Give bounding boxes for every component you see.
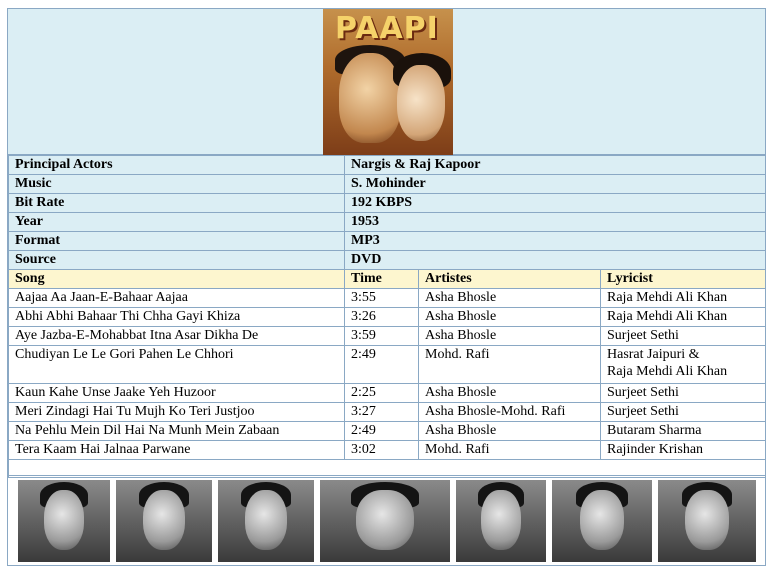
info-label: Music	[9, 175, 345, 194]
song-row	[9, 327, 766, 346]
song-lyricist: Surjeet Sethi	[601, 327, 766, 346]
movie-poster-image	[323, 9, 453, 155]
info-label: Year	[9, 213, 345, 232]
info-value: DVD	[345, 251, 766, 270]
info-label: Principal Actors	[9, 156, 345, 175]
song-lyricist: Raja Mehdi Ali Khan	[601, 289, 766, 308]
song-row	[9, 384, 766, 403]
header-lyricist: Lyricist	[601, 270, 766, 289]
song-title: Meri Zindagi Hai Tu Mujh Ko Teri Justjoo	[9, 403, 345, 422]
song-row	[9, 422, 766, 441]
song-artistes: Asha Bhosle-Mohd. Rafi	[419, 403, 601, 422]
song-title: Na Pehlu Mein Dil Hai Na Munh Mein Zabaan	[9, 422, 345, 441]
still-face	[44, 490, 84, 550]
songs-header-row	[9, 270, 766, 289]
song-artistes: Mohd. Rafi	[419, 346, 601, 384]
song-time: 2:25	[345, 384, 419, 403]
info-row	[9, 175, 766, 194]
song-lyricist: Surjeet Sethi	[601, 384, 766, 403]
song-time: 2:49	[345, 346, 419, 384]
info-label: Bit Rate	[9, 194, 345, 213]
song-time: 3:26	[345, 308, 419, 327]
song-lyricist: Rajinder Krishan	[601, 441, 766, 460]
song-artistes: Asha Bhosle	[419, 308, 601, 327]
poster-actor-face	[339, 53, 401, 143]
song-artistes: Asha Bhosle	[419, 384, 601, 403]
song-row	[9, 441, 766, 460]
song-title: Abhi Abhi Bahaar Thi Chha Gayi Khiza	[9, 308, 345, 327]
song-time: 3:02	[345, 441, 419, 460]
info-row	[9, 213, 766, 232]
info-value: S. Mohinder	[345, 175, 766, 194]
header-time: Time	[345, 270, 419, 289]
film-still-image	[320, 480, 450, 562]
song-lyricist: Raja Mehdi Ali Khan	[601, 308, 766, 327]
info-row	[9, 156, 766, 175]
info-label: Source	[9, 251, 345, 270]
info-value: 1953	[345, 213, 766, 232]
song-lyricist-line1: Hasrat Jaipuri &	[607, 347, 700, 362]
film-still-image	[552, 480, 652, 562]
info-value: Nargis & Raj Kapoor	[345, 156, 766, 175]
still-face	[356, 490, 413, 550]
song-artistes: Asha Bhosle	[419, 422, 601, 441]
song-time: 2:49	[345, 422, 419, 441]
song-row	[9, 289, 766, 308]
still-face	[143, 490, 185, 550]
header-artistes: Artistes	[419, 270, 601, 289]
still-face	[245, 490, 287, 550]
film-still-image	[18, 480, 110, 562]
info-value: 192 KBPS	[345, 194, 766, 213]
info-row	[9, 194, 766, 213]
still-face	[685, 490, 728, 550]
info-label: Format	[9, 232, 345, 251]
song-lyricist-line2: Raja Mehdi Ali Khan	[607, 364, 728, 379]
film-stills-strip	[8, 475, 765, 565]
film-still-image	[658, 480, 756, 562]
film-still-image	[116, 480, 212, 562]
song-title: Kaun Kahe Unse Jaake Yeh Huzoor	[9, 384, 345, 403]
info-row	[9, 232, 766, 251]
song-title: Chudiyan Le Le Gori Pahen Le Chhori	[9, 346, 345, 384]
film-still-image	[456, 480, 546, 562]
song-artistes: Asha Bhosle	[419, 327, 601, 346]
song-info-sheet	[7, 8, 766, 566]
still-face	[580, 490, 624, 550]
song-lyricist: Surjeet Sethi	[601, 403, 766, 422]
film-still-image	[218, 480, 314, 562]
song-time: 3:59	[345, 327, 419, 346]
song-artistes: Asha Bhosle	[419, 289, 601, 308]
song-title: Aye Jazba-E-Mohabbat Itna Asar Dikha De	[9, 327, 345, 346]
song-artistes: Mohd. Rafi	[419, 441, 601, 460]
header-song: Song	[9, 270, 345, 289]
still-face	[481, 490, 521, 550]
song-time: 3:55	[345, 289, 419, 308]
song-title: Tera Kaam Hai Jalnaa Parwane	[9, 441, 345, 460]
info-row	[9, 251, 766, 270]
song-row	[9, 403, 766, 422]
song-title: Aajaa Aa Jaan-E-Bahaar Aajaa	[9, 289, 345, 308]
info-value: MP3	[345, 232, 766, 251]
song-row	[9, 308, 766, 327]
poster-actress-face	[397, 65, 445, 141]
details-table	[8, 155, 766, 478]
poster-row	[8, 9, 765, 155]
song-time: 3:27	[345, 403, 419, 422]
poster-title: PAAPI	[335, 11, 439, 46]
song-lyricist	[601, 346, 766, 384]
song-lyricist: Butaram Sharma	[601, 422, 766, 441]
song-row	[9, 346, 766, 384]
